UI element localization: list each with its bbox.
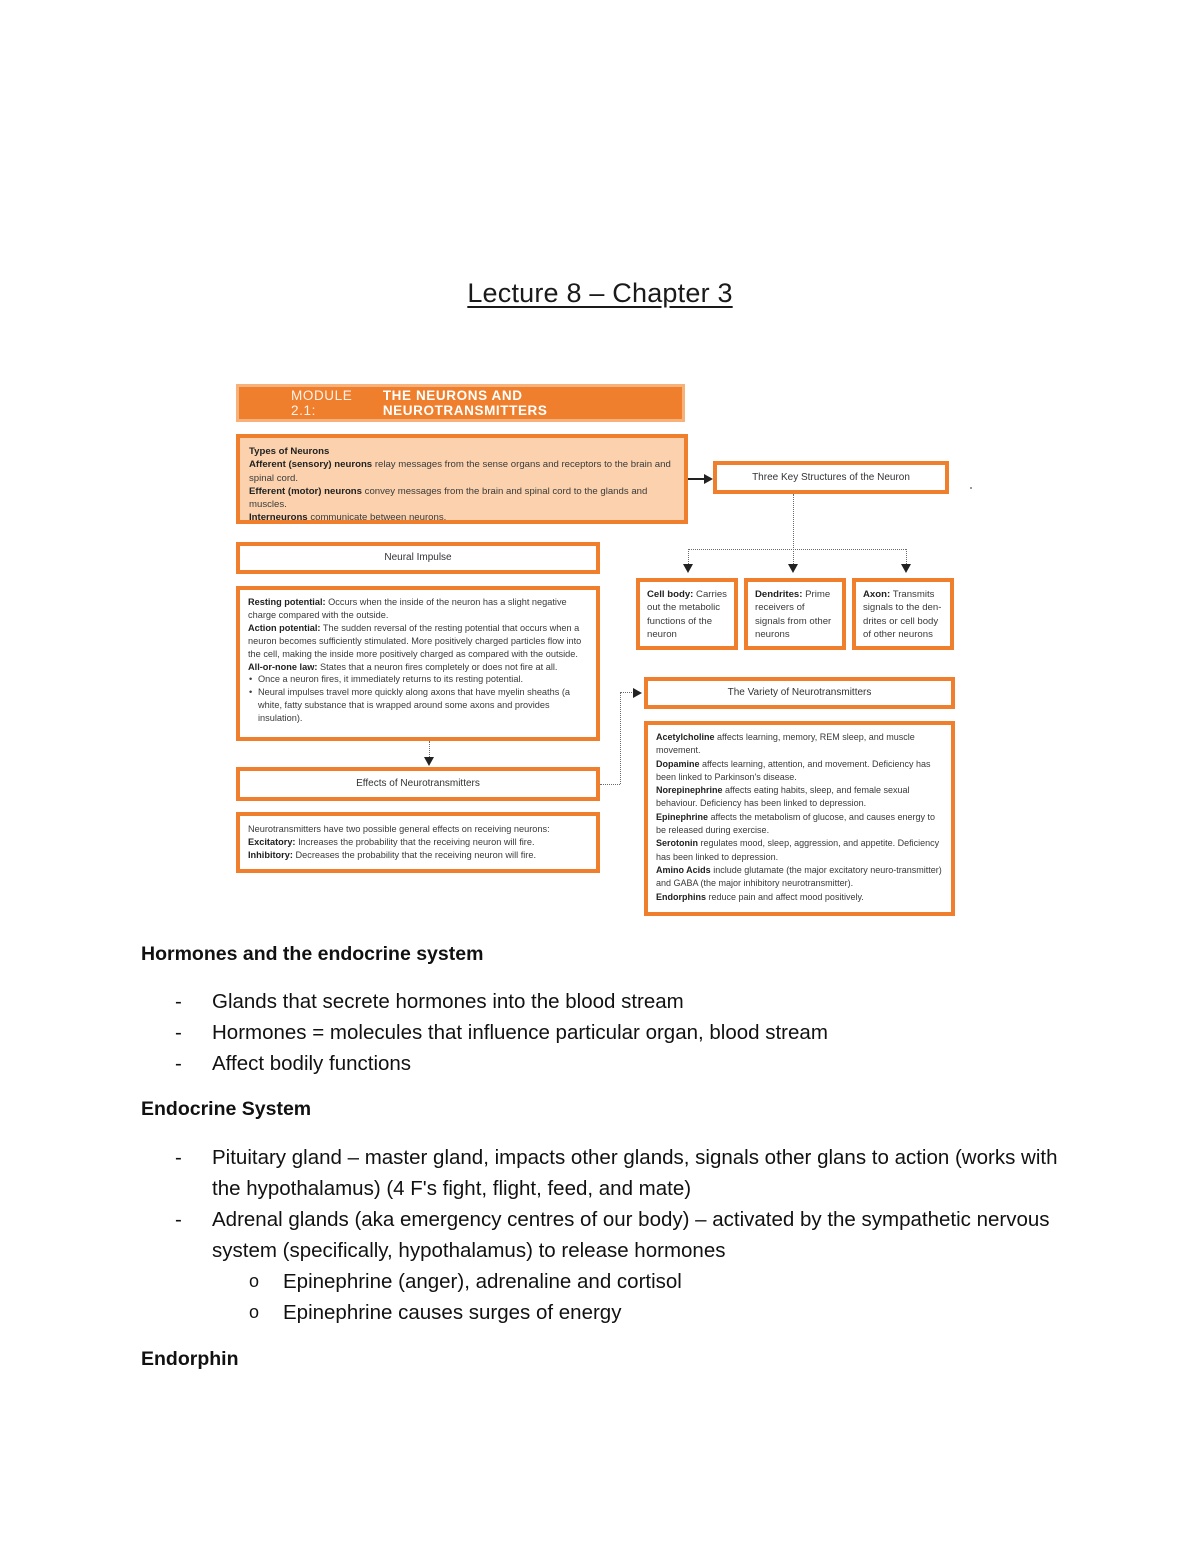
- list-item-text: Affect bodily functions: [212, 1052, 412, 1075]
- cell-body-text: Carries out the metabolic functions of the neuron: [647, 589, 727, 640]
- resting-text: Occurs when the inside of the neuron has a slight negative charge compared with the outside.: [248, 597, 567, 620]
- hormones-list: [141, 986, 1081, 1079]
- list-item: [141, 1017, 1081, 1048]
- axon-box: [852, 578, 954, 650]
- serotonin-label: Serotonin: [656, 838, 698, 849]
- action-text: The sudden reversal of the resting potential that occurs when a neuron becomes sufficiently stimulated. More positively charged particles flow into the cell, making the inside more positively charged as compared with the outside.: [248, 622, 582, 659]
- serotonin-text: regulates mood, sleep, aggression, and appetite. Deficiency has been linked to depression.: [656, 838, 940, 862]
- list-item-text: Adrenal glands (aka emergency centres of our body) – activated by the sympathetic nervous system (specifically, hypothalamus) to release hormones: [212, 1208, 1050, 1262]
- types-of-neurons-title: Types of Neurons: [249, 446, 330, 457]
- endorphins-text: reduce pain and affect mood positively.: [708, 891, 864, 902]
- arrow-to-variety: [633, 688, 642, 698]
- list-item-text: Pituitary gland – master gland, impacts other glands, signals other glans to action (works with the hypothalamus) (4 F's fight, flight, feed, and mate): [212, 1146, 1058, 1200]
- arrow-to-axon: [901, 564, 911, 573]
- types-of-neurons-box: [236, 434, 688, 524]
- acetylcholine-text: affects learning, memory, REM sleep, and muscle movement.: [656, 732, 915, 756]
- afferent-text: relay messages from the sense organs and receptors to the brain and spinal cord.: [249, 459, 671, 484]
- list-item-text: Hormones = molecules that influence particular organ, blood stream: [212, 1021, 828, 1044]
- all-or-none-text: States that a neuron fires completely or does not fire at all.: [319, 661, 558, 672]
- endocrine-heading: Endocrine System: [141, 1098, 312, 1120]
- list-item: [141, 986, 1081, 1017]
- interneurons-text: communicate between neurons.: [310, 512, 447, 524]
- cell-body-label: Cell body:: [647, 589, 694, 600]
- module-banner: [236, 384, 685, 422]
- connector-structures-down: [793, 494, 794, 564]
- acetylcholine-label: Acetylcholine: [656, 732, 715, 742]
- three-key-structures-box: [713, 461, 949, 494]
- effects-intro: Neurotransmitters have two possible general effects on receiving neurons:: [248, 824, 550, 834]
- endorphins-label: Endorphins: [656, 891, 706, 902]
- neural-impulse-title: Neural Impulse: [384, 552, 452, 564]
- efferent-label: Efferent (motor) neurons: [249, 485, 362, 497]
- sub-list-item-text: Epinephrine causes surges of energy: [283, 1301, 622, 1324]
- stray-dot: [970, 487, 972, 489]
- amino-acids-label: Amino Acids: [656, 864, 711, 875]
- epinephrine-label: Epinephrine: [656, 811, 709, 822]
- connector-structures-branch: [688, 549, 906, 550]
- sub-list-item-text: Epinephrine (anger), adrenaline and cortisol: [283, 1270, 682, 1293]
- neural-impulse-box: [236, 542, 600, 574]
- effects-details-box: [236, 812, 600, 873]
- excitatory-label: Excitatory:: [248, 836, 296, 847]
- effects-box: [236, 767, 600, 801]
- variety-title: The Variety of Neurotransmitters: [727, 687, 872, 699]
- connector-effects-variety-h2: [620, 692, 634, 693]
- dash-marker: -: [175, 1052, 182, 1075]
- sub-list-item: [212, 1266, 1081, 1297]
- dendrites-box: [744, 578, 846, 650]
- resting-label: Resting potential:: [248, 597, 326, 607]
- dendrites-text: Prime receivers of signals from other neurons: [755, 589, 832, 640]
- endocrine-list: [141, 1142, 1081, 1328]
- list-item: [141, 1204, 1081, 1328]
- connector-effects-variety-v: [620, 692, 621, 784]
- inhibitory-text: Decreases the probability that the receiving neuron will fire.: [295, 849, 537, 860]
- impulse-bullets: [248, 673, 588, 725]
- excitatory-text: Increases the probability that the receiving neuron will fire.: [298, 836, 535, 847]
- dopamine-text: affects learning, attention, and movement. Deficiency has been linked to Parkinson's disease.: [656, 758, 931, 782]
- afferent-label: Afferent (sensory) neurons: [249, 459, 373, 471]
- dendrites-label: Dendrites:: [755, 589, 803, 600]
- sub-list-item: [212, 1297, 1081, 1328]
- cell-body-box: [636, 578, 738, 650]
- circle-marker: o: [249, 1302, 260, 1322]
- page-title: Lecture 8 – Chapter 3: [467, 278, 733, 308]
- norepinephrine-text: affects eating habits, sleep, and female sexual behaviour. Deficiency has been linked to depression.: [656, 785, 910, 809]
- dash-marker: -: [175, 1021, 182, 1044]
- arrow-to-dendrites: [788, 564, 798, 573]
- circle-marker: o: [249, 1271, 260, 1291]
- amino-acids-text: include glutamate (the major excitatory neuro-transmitter) and GABA (the major inhibitory neurotransmitter).: [656, 864, 942, 889]
- axon-label: Axon:: [863, 589, 891, 600]
- module-prefix: MODULE 2.1:: [291, 388, 353, 418]
- module-title: THE NEURONS AND NEUROTRANSMITTERS: [382, 388, 548, 418]
- norepinephrine-label: Norepinephrine: [656, 785, 723, 796]
- endocrine-sub-list: [212, 1266, 1081, 1328]
- epinephrine-text: affects the metabolism of glucose, and causes energy to be released during exercise.: [656, 811, 935, 836]
- dash-marker: -: [175, 1208, 182, 1231]
- dash-marker: -: [175, 990, 182, 1013]
- three-key-structures-title: Three Key Structures of the Neuron: [752, 471, 910, 483]
- connector-axon: [906, 549, 907, 564]
- dopamine-label: Dopamine: [656, 758, 700, 769]
- endorphin-heading: Endorphin: [141, 1348, 239, 1370]
- action-label: Action potential:: [248, 622, 321, 633]
- list-item: [141, 1142, 1081, 1204]
- efferent-text: convey messages from the brain and spinal cord to the glands and muscles.: [249, 485, 648, 511]
- inhibitory-label: Inhibitory:: [248, 849, 293, 860]
- neural-impulse-details-box: [236, 586, 600, 741]
- arrow-to-cell-body: [683, 564, 693, 573]
- axon-text: Transmits signals to the den-drites or cell body of other neurons: [863, 589, 942, 640]
- list-item: [141, 1048, 1081, 1079]
- hormones-heading: Hormones and the endocrine system: [141, 943, 484, 965]
- all-or-none-label: All-or-none law:: [248, 661, 318, 672]
- arrow-to-effects: [424, 757, 434, 766]
- list-item-text: Glands that secrete hormones into the blood stream: [212, 990, 684, 1013]
- variety-box: [644, 677, 955, 709]
- connector-effects-variety-h1: [600, 784, 620, 785]
- connector-cell-body: [688, 549, 689, 564]
- dash-marker: -: [175, 1146, 182, 1169]
- impulse-bullet: • Neural impulses travel more quickly along axons that have myelin sheaths (a white, fatty substance that is wrapped around some axons and provides insulation).: [258, 686, 588, 725]
- impulse-bullet: • Once a neuron fires, it immediately returns to its resting potential.: [258, 673, 588, 686]
- effects-title: Effects of Neurotransmitters: [356, 778, 480, 790]
- arrow-head-to-structures: [704, 474, 713, 484]
- interneurons-label: Interneurons: [249, 512, 308, 524]
- variety-details-box: [644, 721, 955, 916]
